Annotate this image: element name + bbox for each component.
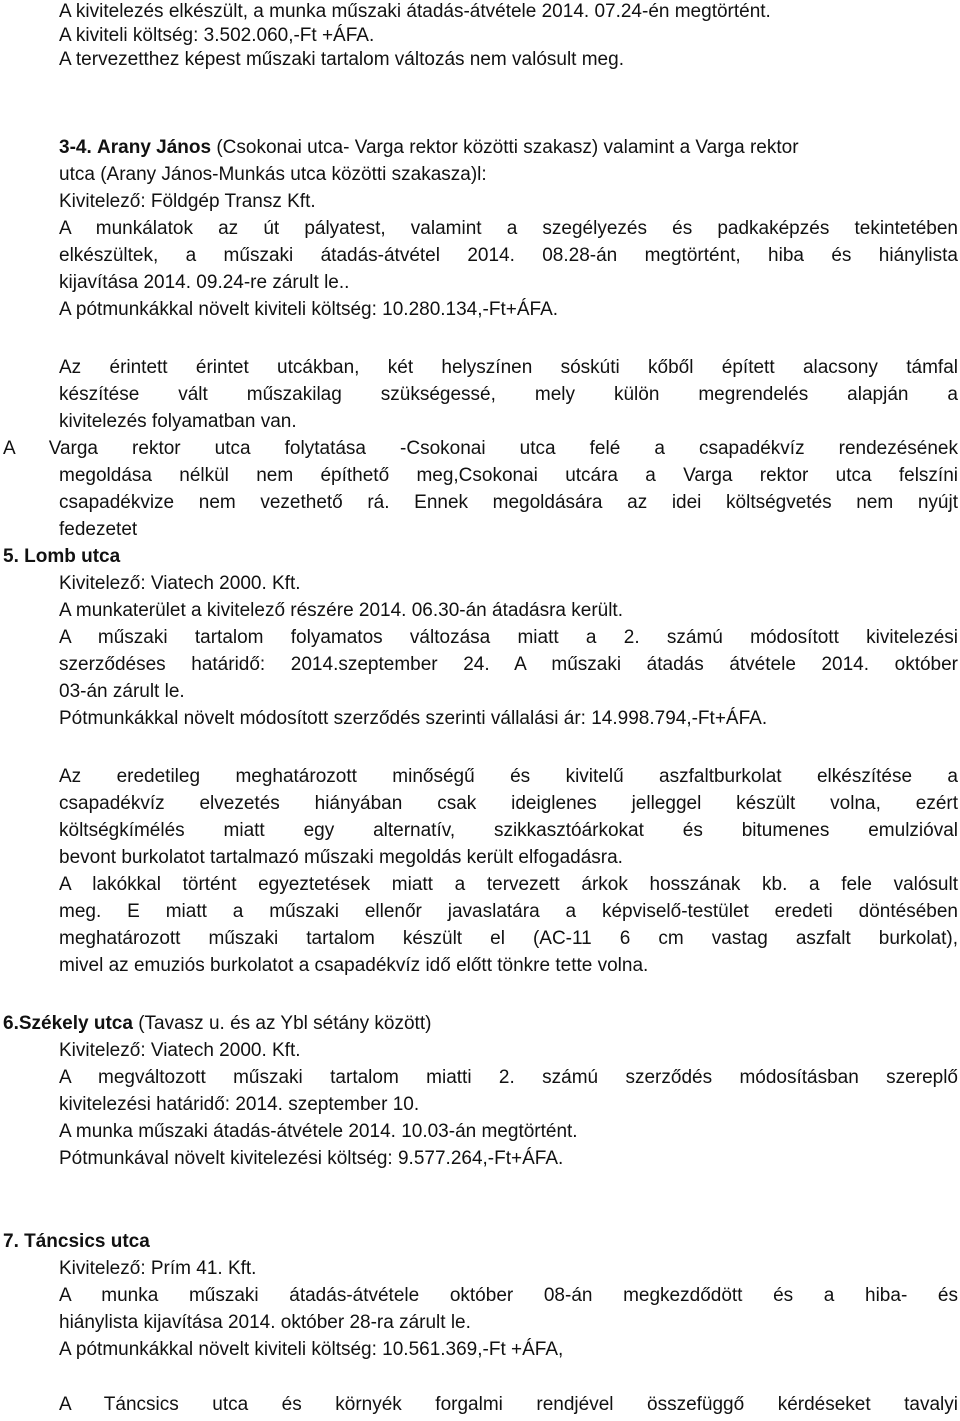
body-line: Az eredetileg meghatározott minőségű és kivitelű aszfaltburkolat elkészítése a xyxy=(59,766,958,787)
section-title-rest: (Tavasz u. és az Ybl sétány között) xyxy=(132,1013,432,1034)
cost-line: Pótmunkával növelt kivitelezési költség: 9.577.264,-Ft+ÁFA. xyxy=(59,1148,564,1169)
body-line: A munka műszaki átadás-átvétele 2014. 10.03-án megtörtént. xyxy=(59,1121,578,1142)
body-line: hiánylista kijavítása 2014. október 28-ra zárult le. xyxy=(59,1312,471,1333)
intro-line: A tervezetthez képest műszaki tartalom változás nem valósult meg. xyxy=(59,49,624,70)
contractor-line: Kivitelező: Földgép Transz Kft. xyxy=(59,191,316,212)
body-line: mivel az emuziós burkolatot a csapadékvíz idő előtt tönkre tette volna. xyxy=(59,955,649,976)
body-line: csapadékvize nem vezethető rá. Ennek megoldására az idei költségvetés nem nyújt xyxy=(59,492,958,513)
contractor-line: Kivitelező: Viatech 2000. Kft. xyxy=(59,573,301,594)
body-line: megoldása nélkül nem építhető meg,Csokonai utcára a Varga rektor utca felszíni xyxy=(59,465,958,486)
body-line: meg. E miatt a műszaki ellenőr javaslatára a képviselő-testület eredeti döntésében xyxy=(59,901,958,922)
body-line: készítése vált műszakilag szükségessé, mely külön megrendelés alapján a xyxy=(59,384,958,405)
section-number: 6. xyxy=(3,1013,19,1034)
body-line: bevont burkolatot tartalmazó műszaki megoldás került elfogadásra. xyxy=(59,847,623,868)
cost-line: A pótmunkákkal növelt kiviteli költség: 10.280.134,-Ft+ÁFA. xyxy=(59,299,559,320)
section-5-heading: 5. Lomb utca xyxy=(3,546,121,567)
section-7-heading: 7. Táncsics utca xyxy=(3,1231,150,1252)
cost-line: A pótmunkákkal növelt kiviteli költség: 10.561.369,-Ft +ÁFA, xyxy=(59,1339,564,1360)
contractor-line: Kivitelező: Viatech 2000. Kft. xyxy=(59,1040,301,1061)
body-line: A munka műszaki átadás-átvétele október 08-án megkezdődött és a hiba- és xyxy=(59,1285,958,1306)
body-line: A megváltozott műszaki tartalom miatti 2. számú szerződés módosításban szereplő xyxy=(59,1067,958,1088)
intro-line: A kivitelezés elkészült, a munka műszaki átadás-átvétele 2014. 07.24-én megtörtént. xyxy=(59,1,771,22)
section-title-rest: (Csokonai utca- Varga rektor közötti szakasz) valamint a Varga rektor xyxy=(211,137,799,158)
section-3-4-heading-line2: utca (Arany János-Munkás utca közötti szakasza)l: xyxy=(59,164,487,185)
body-line: 03-án zárult le. xyxy=(59,681,185,702)
intro-line: A kiviteli költség: 3.502.060,-Ft +ÁFA. xyxy=(59,25,375,46)
body-line: fedezetet xyxy=(59,519,138,540)
body-line: kivitelezési határidő: 2014. szeptember 10. xyxy=(59,1094,420,1115)
body-line: meghatározott műszaki tartalom készült el (AC-11 6 cm vastag aszfalt burkolat), xyxy=(59,928,958,949)
section-number: 3-4. xyxy=(59,137,92,158)
body-line: A munkaterület a kivitelező részére 2014. 06.30-án átadásra került. xyxy=(59,600,623,621)
body-line: kijavítása 2014. 09.24-re zárult le.. xyxy=(59,272,350,293)
body-line: kivitelezés folyamatban van. xyxy=(59,411,297,432)
body-line: költségkímélés miatt egy alternatív, szikkasztóárkokat és bitumenes emulzióval xyxy=(59,820,958,841)
contractor-line: Kivitelező: Prím 41. Kft. xyxy=(59,1258,257,1279)
body-line: A Táncsics utca és környék forgalmi rendjével összefüggő kérdéseket tavalyi xyxy=(59,1394,958,1415)
body-line: A műszaki tartalom folyamatos változása miatt a 2. számú módosított kivitelezési xyxy=(59,627,958,648)
cost-line: Pótmunkákkal növelt módosított szerződés szerinti vállalási ár: 14.998.794,-Ft+ÁFA. xyxy=(59,708,768,729)
section-3-4-heading xyxy=(59,136,959,160)
body-line: Az érintett érintet utcákban, két helyszínen sóskúti kőből épített alacsony támfal xyxy=(59,357,958,378)
body-line: A Varga rektor utca folytatása -Csokonai utca felé a csapadékvíz rendezésének xyxy=(3,438,958,459)
section-title-bold: Székely utca xyxy=(18,1013,133,1034)
section-title-bold: Arany János xyxy=(97,137,212,158)
body-line: szerződéses határidő: 2014.szeptember 24. A műszaki átadás átvétele 2014. október xyxy=(59,654,958,675)
body-line: A munkálatok az út pályatest, valamint a szegélyezés és padkaképzés tekintetében xyxy=(59,218,958,239)
body-line: A lakókkal történt egyeztetések miatt a tervezett árkok hosszának kb. a fele valósult xyxy=(59,874,958,895)
section-6-heading xyxy=(3,1012,431,1036)
body-line: elkészültek, a műszaki átadás-átvétel 2014. 08.28-án megtörtént, hiba és hiánylista xyxy=(59,245,958,266)
body-line: csapadékvíz elvezetés hiányában csak ideiglenes jelleggel készült volna, ezért xyxy=(59,793,958,814)
